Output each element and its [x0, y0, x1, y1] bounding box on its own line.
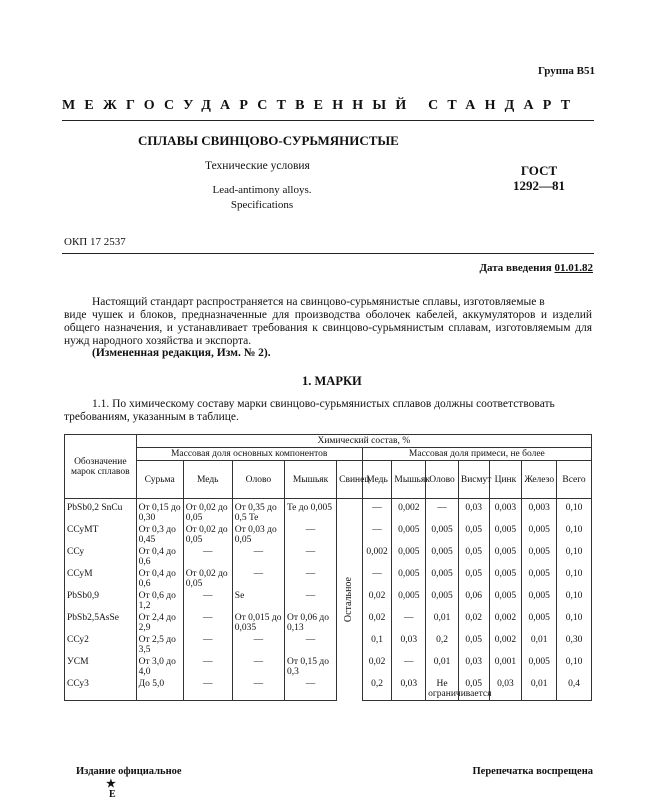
table-cell-as: —: [284, 524, 336, 546]
table-cell-i_sn: 0,005: [426, 546, 459, 568]
table-cell-total: 0,10: [557, 499, 592, 525]
col-header: Всего: [557, 461, 592, 499]
group-code: Группа В51: [537, 65, 595, 77]
reprint-prohibited: Перепечатка воспрещена: [472, 766, 593, 777]
date-value: 01.01.82: [554, 262, 593, 274]
table-cell-i_fe: 0,005: [522, 568, 557, 590]
table-cell-i_bi: 0,03: [458, 499, 489, 525]
table-cell-sb: От 2,5 до 3,5: [136, 634, 183, 656]
table-cell-grade: ССуМ: [65, 568, 137, 590]
okp-divider: [62, 253, 594, 254]
document-subtitle: Технические условия: [205, 160, 310, 172]
table-cell-grade: PbSb0,2 SnCu: [65, 499, 137, 525]
document-title: СПЛАВЫ СВИНЦОВО-СУРЬМЯНИСТЫЕ: [138, 133, 399, 148]
official-edition: Издание официальное: [76, 766, 182, 777]
table-cell-i_as: 0,005: [392, 524, 426, 546]
table-cell-sb: От 2,4 до 2,9: [136, 612, 183, 634]
table-cell-i_fe: 0,005: [522, 524, 557, 546]
intro-paragraph-rest: виде чушек и блоков, предназначенные для производства оболочек кабелей, аккумуляторов и изделий общего назначения, и устанавливает требования к свинцово-сурьмянистым сплавам, изготовляемым для нужд народного хозяйства и экспорта.: [64, 309, 592, 348]
table-row: [65, 634, 592, 656]
col-header: Цинк: [489, 461, 522, 499]
clause-text-line1: 1.1. По химическому составу марки свинцово-сурьмянистых сплавов должны соответствовать: [92, 398, 555, 410]
table-cell-total: 0,10: [557, 590, 592, 612]
col-header: Олово: [232, 461, 284, 499]
table-cell-i_as: —: [392, 612, 426, 634]
table-cell-i_fe: 0,005: [522, 656, 557, 678]
table-row: [65, 678, 592, 701]
table-cell-i_cu: 0,02: [362, 612, 392, 634]
table-cell-i_sn: 0,005: [426, 590, 459, 612]
table-cell-i_as: 0,03: [392, 678, 426, 701]
table-body: [65, 499, 592, 701]
gost-label: ГОСТ: [520, 163, 558, 178]
table-cell-i_as: 0,005: [392, 568, 426, 590]
main-components-header: Массовая доля основных компонентов: [136, 448, 362, 461]
col-header: Мышьяк: [392, 461, 426, 499]
table-cell-sn: —: [232, 568, 284, 590]
gost-number: [494, 163, 584, 193]
table-cell-cu: —: [183, 590, 232, 612]
table-cell-as: —: [284, 590, 336, 612]
table-cell-i_zn: 0,001: [489, 656, 522, 678]
table-cell-i_cu: —: [362, 499, 392, 525]
col-header: Медь: [183, 461, 232, 499]
table-cell-grade: ССуМТ: [65, 524, 137, 546]
english-title-line2: Specifications: [230, 199, 294, 211]
table-cell-i_as: 0,002: [392, 499, 426, 525]
table-cell-i_cu: 0,02: [362, 590, 392, 612]
top-divider: [62, 120, 594, 121]
table-cell-sn: —: [232, 678, 284, 701]
table-row: [65, 546, 592, 568]
table-cell-sn: От 0,35 до 0,5 Te: [232, 499, 284, 525]
english-title-line1: Lead-antimony alloys.: [212, 184, 312, 196]
table-cell-i_bi: 0,05: [458, 524, 489, 546]
table-cell-i_zn: 0,005: [489, 590, 522, 612]
table-cell-total: 0,10: [557, 568, 592, 590]
table-cell-i_zn: 0,005: [489, 524, 522, 546]
clause-text-line2: требованиям, указанным в таблице.: [64, 411, 239, 423]
table-cell-grade: УСМ: [65, 656, 137, 678]
table-cell-as: —: [284, 568, 336, 590]
table-cell-i_zn: 0,03: [489, 678, 522, 701]
table-cell-i_bi: 0,05: [458, 546, 489, 568]
table-cell-sb: От 3,0 до 4,0: [136, 656, 183, 678]
col-header: Мышьяк: [284, 461, 336, 499]
table-cell-as: —: [284, 546, 336, 568]
table-cell-as: Te до 0,005: [284, 499, 336, 525]
table-cell-as: От 0,06 до 0,13: [284, 612, 336, 634]
table-cell-i_bi: 0,03: [458, 656, 489, 678]
table-cell-i_bi: 0,06: [458, 590, 489, 612]
table-cell-i_cu: —: [362, 524, 392, 546]
table-cell-i_fe: 0,01: [522, 678, 557, 701]
table-cell-i_zn: 0,005: [489, 546, 522, 568]
table-cell-grade: PbSb2,5AsSe: [65, 612, 137, 634]
col-header: Свинец: [337, 461, 363, 499]
table-cell-i_zn: 0,002: [489, 634, 522, 656]
lead-cell: [337, 499, 363, 701]
table-cell-i_as: 0,005: [392, 546, 426, 568]
impurities-header: Массовая доля примеси, не более: [362, 448, 591, 461]
table-cell-i_fe: 0,005: [522, 590, 557, 612]
section-title: 1. МАРКИ: [302, 374, 362, 388]
table-cell-cu: —: [183, 634, 232, 656]
table-row: [65, 524, 592, 546]
table-cell-sn: Se: [232, 590, 284, 612]
table-cell-i_cu: 0,2: [362, 678, 392, 701]
table-cell-grade: ССу3: [65, 678, 137, 701]
table-cell-sb: От 0,3 до 0,45: [136, 524, 183, 546]
table-cell-total: 0,30: [557, 634, 592, 656]
table-cell-sn: От 0,03 до 0,05: [232, 524, 284, 546]
chemical-composition-header: Химический состав, %: [136, 435, 591, 448]
table-cell-sb: От 0,4 до 0,6: [136, 546, 183, 568]
table-cell-i_as: 0,005: [392, 590, 426, 612]
table-cell-cu: —: [183, 656, 232, 678]
e-mark: Е: [109, 789, 116, 800]
table-cell-grade: PbSb0,9: [65, 590, 137, 612]
col-header: Железо: [522, 461, 557, 499]
table-cell-i_sn: —: [426, 499, 459, 525]
effective-date: [479, 262, 593, 274]
table-cell-i_fe: 0,005: [522, 546, 557, 568]
table-cell-total: 0,10: [557, 546, 592, 568]
table-cell-i_sn: 0,2: [426, 634, 459, 656]
table-cell-i_cu: 0,1: [362, 634, 392, 656]
table-cell-i_fe: 0,005: [522, 612, 557, 634]
table-cell-i_cu: 0,002: [362, 546, 392, 568]
table-cell-as: —: [284, 678, 336, 701]
table-cell-i_cu: 0,02: [362, 656, 392, 678]
table-cell-i_sn: 0,01: [426, 656, 459, 678]
table-cell-sn: От 0,015 до 0,035: [232, 612, 284, 634]
table-cell-sn: —: [232, 546, 284, 568]
col-header: Медь: [362, 461, 392, 499]
lead-value: Остальное: [343, 577, 355, 623]
table-cell-total: 0,10: [557, 524, 592, 546]
col-header: Олово: [426, 461, 459, 499]
table-cell-sn: —: [232, 656, 284, 678]
table-cell-i_bi: 0,02: [458, 612, 489, 634]
table-cell-i_zn: 0,002: [489, 612, 522, 634]
table-cell-total: 0,10: [557, 612, 592, 634]
table-cell-sb: До 5,0: [136, 678, 183, 701]
table-cell-cu: От 0,02 до 0,05: [183, 499, 232, 525]
table-row: [65, 656, 592, 678]
table-cell-i_cu: —: [362, 568, 392, 590]
table-cell-i_bi: 0,05: [458, 678, 489, 701]
table-cell-cu: —: [183, 678, 232, 701]
gost-code: 1292—81: [513, 178, 565, 193]
date-label: Дата введения: [479, 262, 552, 274]
table-cell-i_as: 0,03: [392, 634, 426, 656]
table-cell-total: 0,4: [557, 678, 592, 701]
table-cell-i_bi: 0,05: [458, 634, 489, 656]
table-cell-i_fe: 0,01: [522, 634, 557, 656]
table-cell-cu: От 0,02 до 0,05: [183, 524, 232, 546]
table-cell-i_fe: 0,003: [522, 499, 557, 525]
col-header: Сурьма: [136, 461, 183, 499]
table-cell-sb: От 0,4 до 0,6: [136, 568, 183, 590]
table-cell-cu: От 0,02 до 0,05: [183, 568, 232, 590]
table-cell-grade: ССу: [65, 546, 137, 568]
intro-paragraph-line1: Настоящий стандарт распространяется на свинцово-сурьмянистые сплавы, изготовляемые в: [92, 296, 545, 308]
table-cell-as: От 0,15 до 0,3: [284, 656, 336, 678]
table-cell-grade: ССу2: [65, 634, 137, 656]
english-title: [212, 183, 312, 213]
okp-code: ОКП 17 2537: [64, 236, 126, 248]
table-cell-i_sn: 0,005: [426, 568, 459, 590]
table-row: [65, 590, 592, 612]
interstate-standard-heading: МЕЖГОСУДАРСТВЕННЫЙ СТАНДАРТ: [62, 98, 580, 113]
table-row: [65, 499, 592, 525]
star-icon: ★: [106, 778, 116, 790]
table-cell-total: 0,10: [557, 656, 592, 678]
table-cell-i_as: —: [392, 656, 426, 678]
col-header: Висмут: [458, 461, 489, 499]
table-row: [65, 612, 592, 634]
table-cell-i_zn: 0,003: [489, 499, 522, 525]
table-cell-sb: От 0,15 до 0,30: [136, 499, 183, 525]
table-cell-i_sn: 0,01: [426, 612, 459, 634]
table-cell-i_sn: Не ограничивается: [426, 678, 459, 701]
table-cell-i_zn: 0,005: [489, 568, 522, 590]
grade-column-header: Обозначение марок сплавов: [65, 435, 137, 499]
table-cell-cu: —: [183, 546, 232, 568]
table-cell-sn: —: [232, 634, 284, 656]
table-cell-as: —: [284, 634, 336, 656]
table-cell-sb: От 0,6 до 1,2: [136, 590, 183, 612]
table-cell-cu: —: [183, 612, 232, 634]
table-cell-i_bi: 0,05: [458, 568, 489, 590]
table-cell-i_sn: 0,005: [426, 524, 459, 546]
table-row: [65, 568, 592, 590]
change-note: (Измененная редакция, Изм. № 2).: [92, 347, 271, 359]
composition-table: [64, 434, 592, 701]
